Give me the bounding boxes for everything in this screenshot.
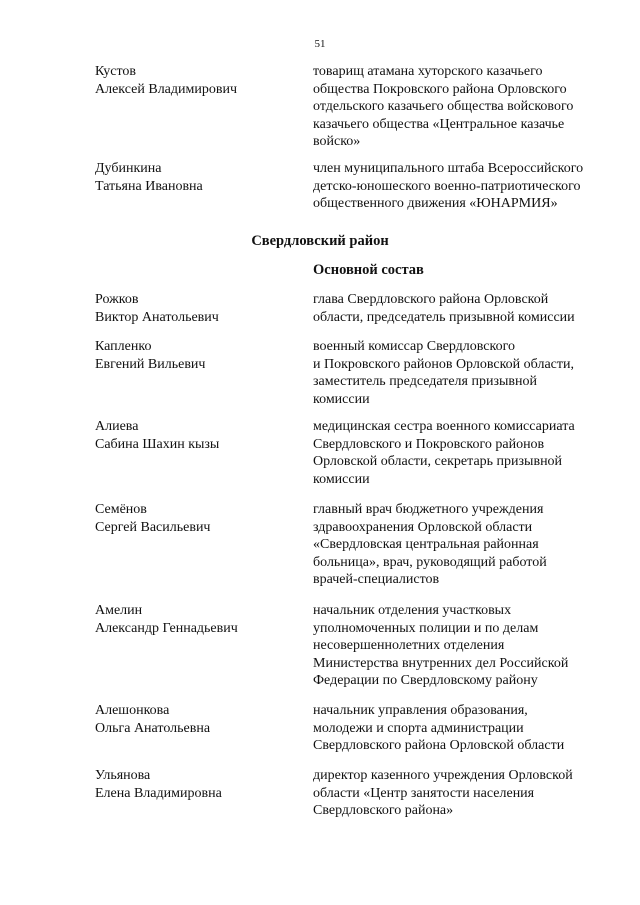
role-line: начальник отделения участковых (313, 603, 512, 618)
role-line: комиссии (313, 391, 370, 407)
role-line: Министерства внутренних дел Российской (313, 655, 569, 671)
given-names: Сабина Шахин кызы (95, 436, 220, 452)
surname: Капленко (95, 339, 152, 354)
role-line: «Свердловская центральная районная (313, 537, 539, 552)
surname: Амелин (95, 603, 143, 618)
member-role (313, 602, 613, 690)
member-role (313, 160, 613, 213)
role-line: врачей-специалистов (313, 572, 440, 587)
role-line: области «Центр занятости населения (313, 785, 535, 801)
member-role (313, 338, 613, 408)
given-names: Алексей Владимирович (95, 81, 238, 97)
member-role (313, 501, 613, 589)
surname: Дубинкина (95, 161, 162, 176)
role-line: общества Покровского района Орловского (313, 81, 567, 97)
member-name (95, 63, 305, 98)
role-line: товарищ атамана хуторского казачьего (313, 64, 543, 79)
role-line: заместитель председателя призывной (313, 374, 537, 389)
member-name (95, 602, 305, 637)
given-names: Елена Владимировна (95, 785, 222, 801)
role-line: казачьего общества «Центральное казачье (313, 116, 565, 132)
role-line: директор казенного учреждения Орловской (313, 768, 573, 783)
role-line: медицинская сестра военного комиссариата (313, 419, 575, 434)
role-line: войско» (313, 134, 361, 149)
page-number: 51 (314, 38, 326, 50)
role-line: больница», врач, руководящий работой (313, 554, 547, 570)
section-heading: Свердловский район (251, 233, 389, 249)
role-line: Свердловского и Покровского районов (313, 436, 545, 452)
member-name (95, 501, 305, 536)
role-line: и Покровского районов Орловской области, (313, 356, 574, 372)
surname: Алешонкова (95, 703, 170, 718)
role-line: несовершеннолетних отделения (313, 638, 505, 653)
member-role (313, 418, 613, 488)
surname: Семёнов (95, 502, 147, 517)
member-role (313, 702, 613, 755)
member-role (313, 63, 613, 151)
member-role (313, 767, 613, 820)
given-names: Ольга Анатольевна (95, 720, 211, 736)
given-names: Александр Геннадьевич (95, 620, 238, 636)
role-line: отдельского казачьего общества войскового (313, 99, 574, 114)
role-line: детско-юношеского военно-патриотического (313, 178, 581, 194)
surname: Ульянова (95, 768, 151, 783)
member-name (95, 338, 305, 373)
role-line: Свердловского района Орловской области (313, 738, 565, 753)
role-line: молодежи и спорта администрации (313, 720, 524, 736)
role-line: Федерации по Свердловскому району (313, 673, 538, 688)
role-line: Орловской области, секретарь призывной (313, 454, 563, 469)
member-name (95, 702, 305, 737)
given-names: Виктор Анатольевич (95, 309, 219, 325)
member-name (95, 418, 305, 453)
role-line: член муниципального штаба Всероссийского (313, 161, 584, 176)
role-line: главный врач бюджетного учреждения (313, 502, 544, 517)
member-name (95, 160, 305, 195)
given-names: Татьяна Ивановна (95, 178, 203, 194)
role-line: глава Свердловского района Орловской (313, 292, 549, 307)
surname: Кустов (95, 64, 137, 79)
role-line: здравоохранения Орловской области (313, 519, 533, 535)
role-line: общественного движения «ЮНАРМИЯ» (313, 196, 558, 211)
member-role (313, 291, 613, 326)
role-line: комиссии (313, 471, 370, 487)
given-names: Евгений Вильевич (95, 356, 206, 372)
role-line: начальник управления образования, (313, 703, 528, 718)
role-line: Свердловского района» (313, 803, 454, 818)
surname: Рожков (95, 292, 139, 307)
role-line: военный комиссар Свердловского (313, 339, 516, 354)
role-line: уполномоченных полиции и по делам (313, 620, 539, 636)
subsection-heading: Основной состав (313, 262, 424, 278)
given-names: Сергей Васильевич (95, 519, 211, 535)
member-name (95, 291, 305, 326)
role-line: области, председатель призывной комиссии (313, 309, 575, 325)
member-name (95, 767, 305, 802)
surname: Алиева (95, 419, 139, 434)
